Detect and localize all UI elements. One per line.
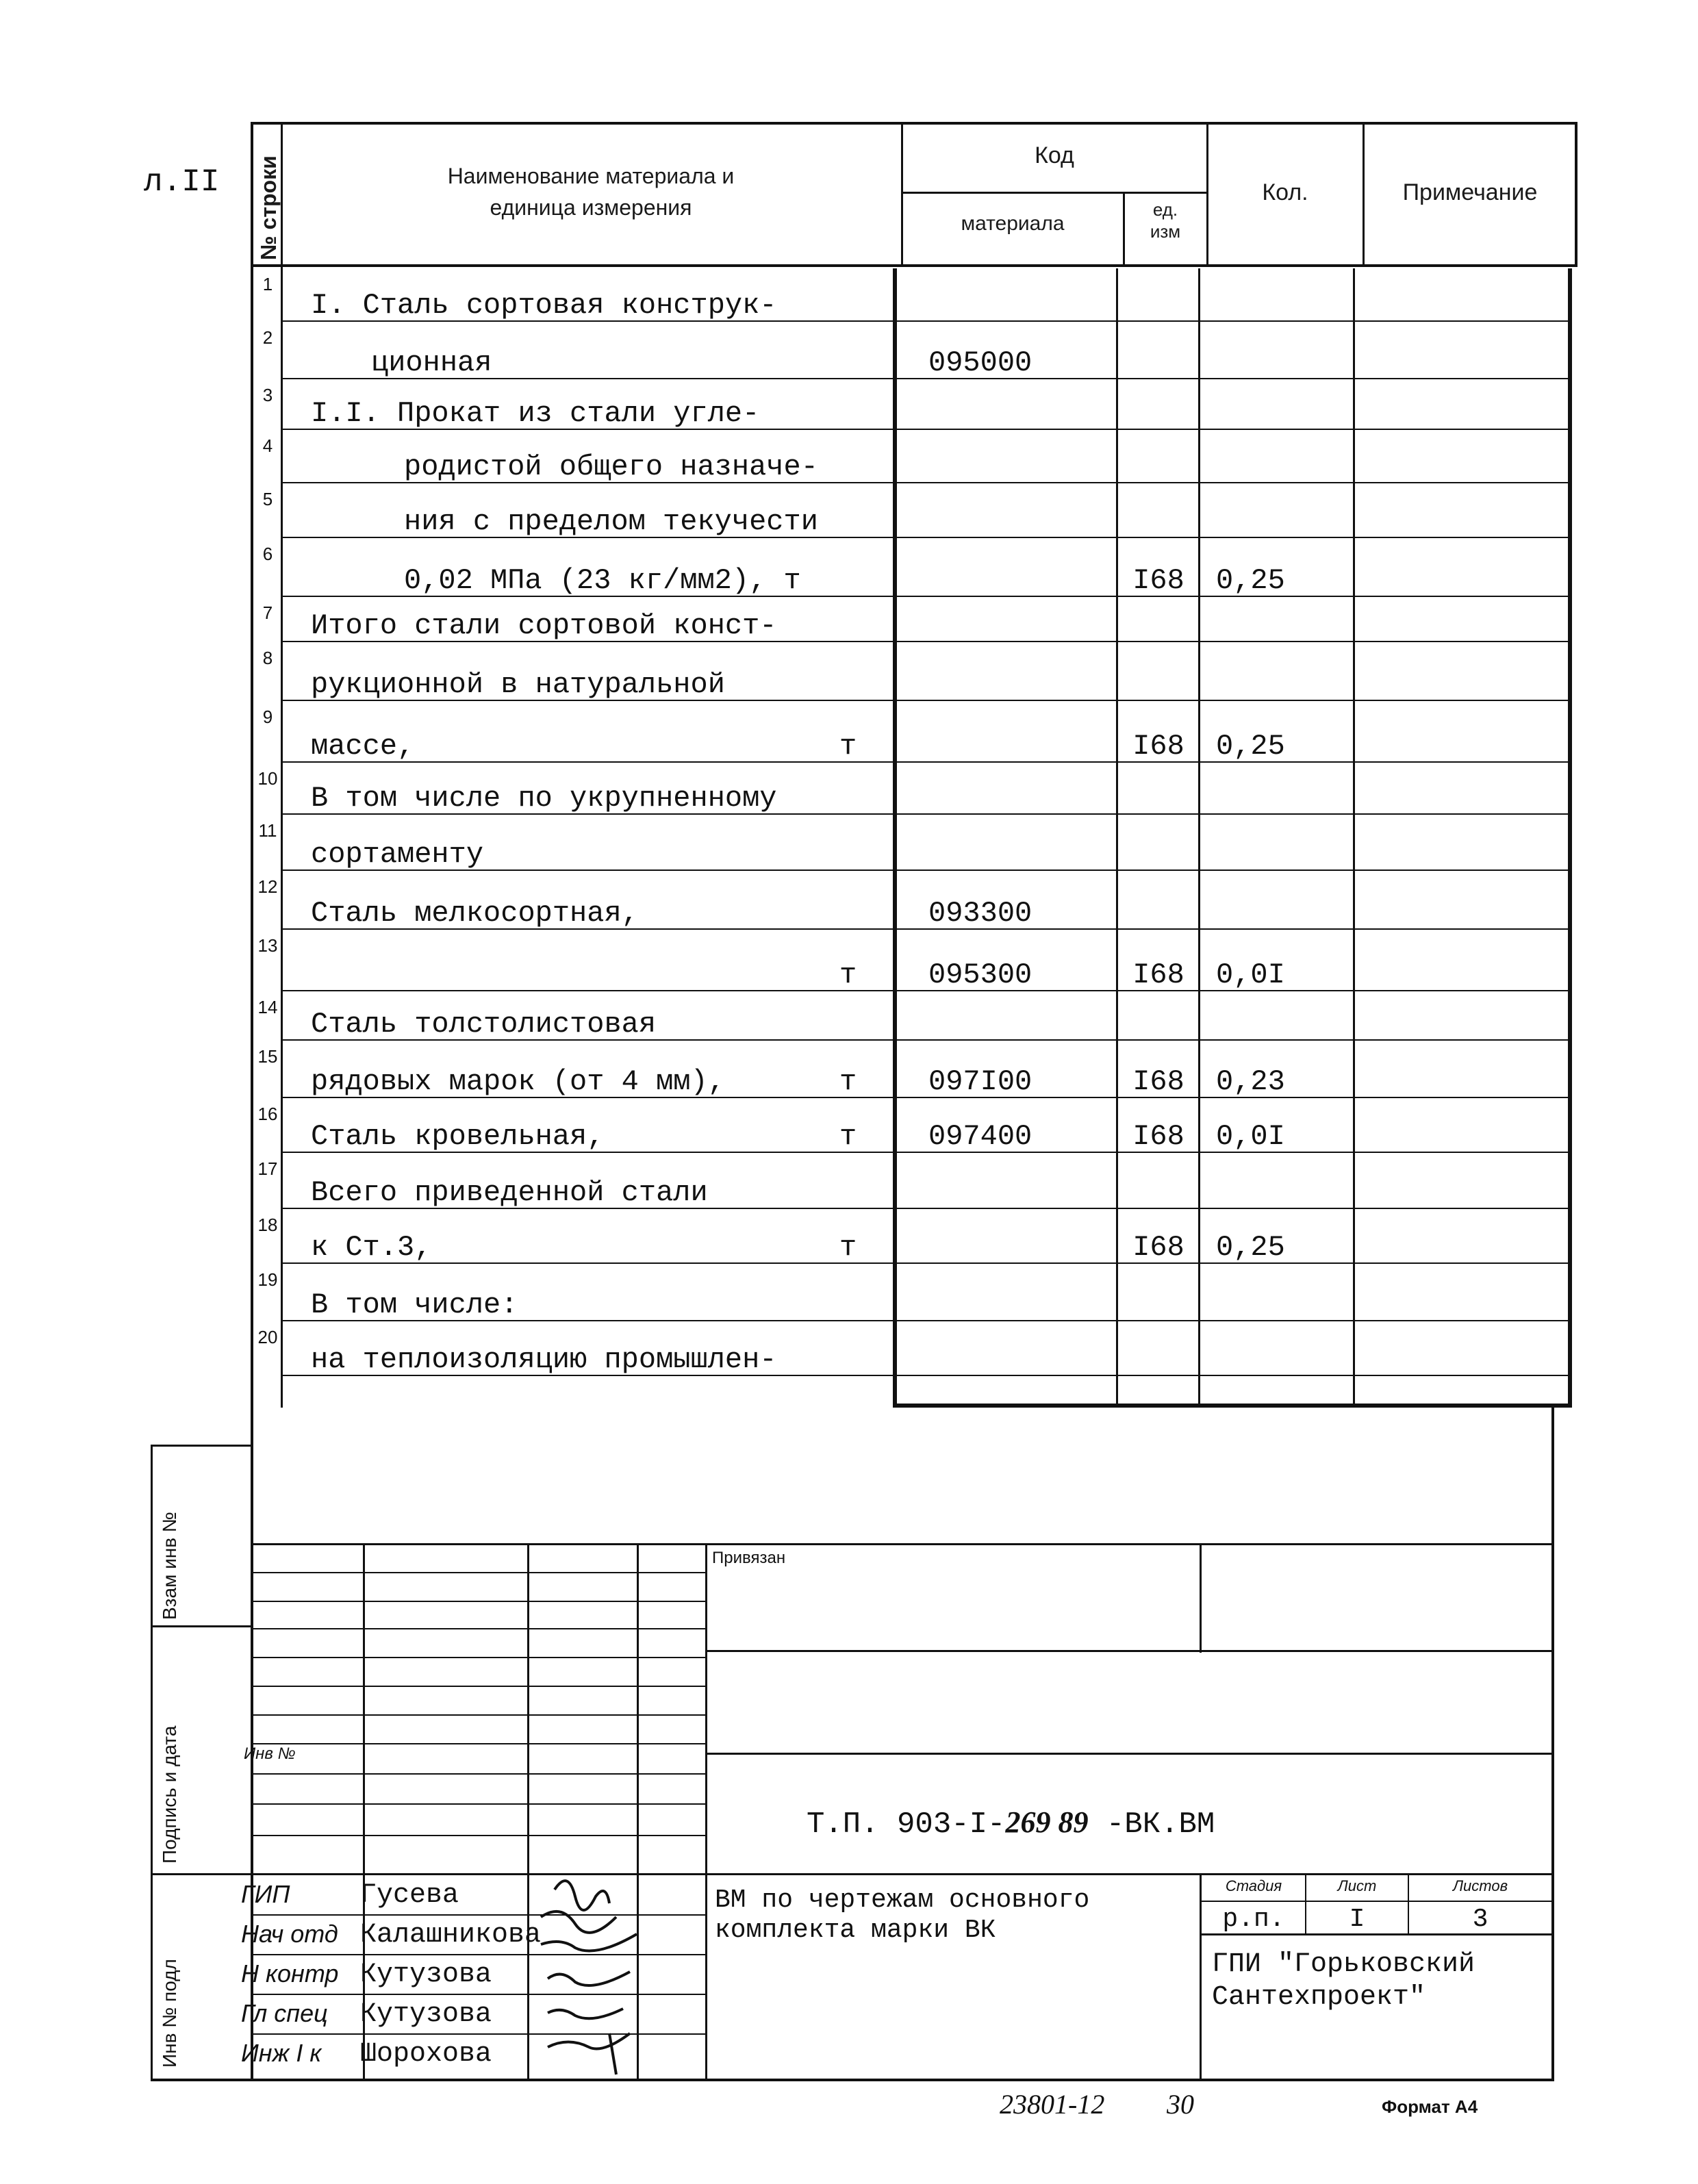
row-name: Сталь кровельная, [311,1120,605,1153]
row-unit-code: I68 [1132,958,1184,991]
header-name [281,160,901,223]
table-row [251,268,1572,322]
footer-format: Формат А4 [1382,2096,1478,2117]
row-code: 095300 [928,958,1032,991]
row-qty: 0,23 [1216,1065,1285,1098]
row-number: 8 [262,648,273,668]
header-code: Код [1035,142,1074,168]
row-number: 6 [262,544,273,564]
row-code: 097I00 [928,1065,1032,1098]
row-name: Итого стали сортовой конст- [311,609,777,642]
doc-code [807,1805,1215,1842]
signatory-name: Калашникова [360,1920,542,1951]
table-row [251,379,1572,430]
org-name-line1: ГПИ "Горьковский [1212,1949,1475,1980]
table-row [251,930,1572,991]
row-name: Всего приведенной стали [311,1176,708,1209]
row-name: на теплоизоляцию промышлен- [311,1343,777,1376]
row-number: 1 [262,274,273,294]
row-unit-code: I68 [1132,1065,1184,1098]
row-number: 14 [257,997,278,1017]
sheet-label-stamp: Лист [1337,1877,1377,1894]
table-row [251,597,1572,642]
row-number: 19 [257,1269,278,1290]
row-unit-code: I68 [1132,564,1184,597]
table-row [251,538,1572,597]
doc-title [715,1885,1089,1946]
row-name: сортаменту [311,838,484,871]
signatures-image [527,1862,644,2081]
row-unit-t: т [839,1065,857,1098]
org-name [1212,1948,1475,2014]
table-row [251,701,1572,763]
footer-number: 23801-12 [1000,2089,1105,2120]
header-name-line2: единица измерения [490,195,692,220]
signatory-name: Кутузова [360,1959,492,1990]
row-number: 20 [257,1327,278,1347]
table-row [251,430,1572,483]
row-name: рукционной в натуральной [311,668,725,701]
margin-label-podpis: Подпись и дата [159,1725,180,1864]
row-number: 3 [262,385,273,405]
signatory-role: Инж I к [241,2039,322,2067]
sheet-value: I [1349,1905,1365,1934]
margin-label-vzam: Взам инв № [159,1512,180,1620]
signatory-name: Гусева [360,1880,459,1911]
row-unit-code: I68 [1132,1231,1184,1264]
signatory-role: ГИП [241,1880,290,1908]
table-row [251,1209,1572,1264]
doc-code-prefix: Т.П. 903-I- [807,1807,1006,1842]
row-number: 10 [257,768,278,789]
row-name: Сталь мелкосортная, [311,897,639,930]
row-code: 097400 [928,1120,1032,1153]
row-unit-t: т [839,730,857,763]
row-number: 18 [257,1215,278,1235]
stage-label: Стадия [1225,1877,1282,1894]
row-number: 7 [262,602,273,623]
table-row [251,871,1572,930]
margin-label-inv-podl: Инв № подл [159,1959,180,2068]
row-name: ния с пределом текучести [404,505,818,538]
signatory-role: Нач отд [241,1920,338,1948]
row-code: 095000 [928,346,1032,379]
table-row [251,1264,1572,1321]
header-unit-line1: ед. [1152,199,1178,220]
doc-code-hand: 269 89 [1005,1805,1089,1839]
row-name: ционная [371,346,492,379]
row-name: В том числе по укрупненному [311,782,777,815]
stamp-privyazan: Привязан [712,1549,786,1567]
signatory-role: Гл спец [241,1999,328,2027]
row-qty: 0,0I [1216,958,1285,991]
row-number: 17 [257,1158,278,1179]
row-unit-code: I68 [1132,730,1184,763]
header-unit-line2: изм [1150,221,1181,242]
table-row [251,322,1572,379]
row-name: В том числе: [311,1288,518,1321]
row-unit-t: т [839,1231,857,1264]
sheets-value: 3 [1472,1905,1488,1934]
row-number: 11 [258,820,277,841]
row-name: I. Сталь сортовая конструк- [311,289,777,322]
signatory-role: Н контр [241,1959,339,1988]
row-name: 0,02 МПа (23 кг/мм2), т [404,564,801,597]
sheets-label: Листов [1452,1877,1508,1894]
doc-code-suffix: -ВК.ВМ [1088,1807,1215,1842]
row-number: 16 [257,1104,278,1124]
row-qty: 0,25 [1216,564,1285,597]
row-number: 5 [262,489,273,509]
footer-page: 30 [1167,2089,1194,2120]
stamp-inv-no: Инв № [244,1744,296,1763]
table-row [251,642,1572,701]
row-name: родистой общего назначе- [404,450,818,483]
row-name: I.I. Прокат из стали угле- [311,397,760,430]
row-qty: 0,0I [1216,1120,1285,1153]
doc-title-line2: комплекта марки ВК [715,1916,996,1945]
table-row [251,483,1572,538]
header-code-unit [1124,199,1206,242]
header-name-line1: Наименование материала и [447,164,735,188]
row-unit-code: I68 [1132,1120,1184,1153]
doc-title-line1: ВМ по чертежам основного [715,1885,1090,1915]
header-code-material: материала [961,212,1065,235]
row-unit-t: т [839,958,857,991]
header-row-no: № строки [256,155,281,260]
table-row [251,815,1572,871]
header-note: Примечание [1402,179,1538,205]
row-code: 093300 [928,897,1032,930]
signatory-name: Шорохова [360,2039,492,2070]
signatory-name: Кутузова [360,1999,492,2030]
org-name-line2: Сантехпроект" [1212,1982,1426,2013]
table-row [251,1041,1572,1098]
table-row [251,763,1572,815]
row-name: рядовых марок (от 4 мм), [311,1065,725,1098]
table-row [251,991,1572,1041]
table-row [251,1153,1572,1209]
row-qty: 0,25 [1216,1231,1285,1264]
header-qty: Кол. [1262,179,1308,205]
sheet-label: л.II [144,164,220,200]
table-row [251,1098,1572,1153]
row-number: 9 [262,707,273,727]
row-number: 12 [257,876,278,897]
row-number: 2 [262,327,273,348]
row-name: Сталь толстолистовая [311,1008,657,1041]
row-qty: 0,25 [1216,730,1285,763]
stage-value: р.п. [1222,1905,1285,1934]
row-number: 4 [262,435,273,456]
row-name: массе, [311,730,415,763]
row-name: к Ст.3, [311,1231,432,1264]
table-row [251,1321,1572,1376]
row-number: 15 [257,1046,278,1067]
row-number: 13 [257,935,278,956]
row-unit-t: т [839,1120,857,1153]
